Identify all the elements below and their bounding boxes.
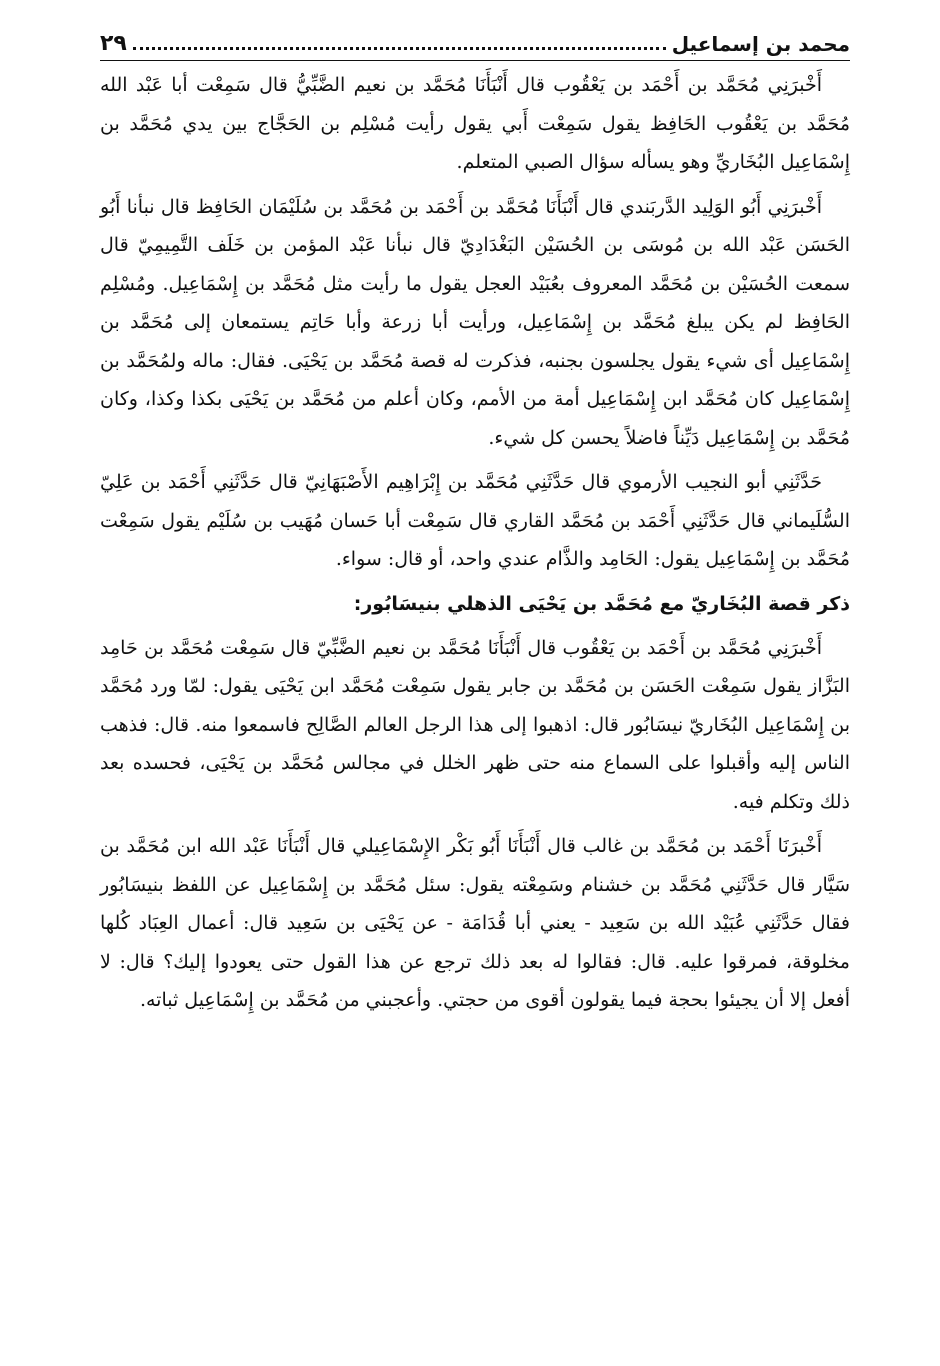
paragraph: أَخْبرَنِي مُحَمَّد بن أَحْمَد بن يَعْقُوب قال أَنْبَأَنَا مُحَمَّد بن نعيم الضَّبِّيّ قال سَمِعْت مُحَمَّد بن حَامِد البَزَّاز يقول سَمِعْت الحَسَن بن مُحَمَّد بن جابر يقول سَمِعْت مُحَمَّد ابن يَحْيَى يقول: لمّا ورد مُحَمَّد بن إِسْمَاعِيل البُخَاريّ نيسَابُور قال: اذهبوا إلى هذا الرجل العالم الصَّالِح فاسمعوا منه. قال: فذهب الناس إليه وأقبلوا على السماع منه حتى ظهر الخلل في مجالس مُحَمَّد بن يَحْيَى، فحسده بعد ذلك وتكلم فيه. — [100, 636, 850, 813]
page-number: ٢٩ — [100, 31, 127, 56]
paragraph: أَخْبرَنِي مُحَمَّد بن أَحْمَد بن يَعْقُوب قال أَنْبَأَنَا مُحَمَّد بن نعيم الضَّبِّيُّ قال سَمِعْت أبا عَبْد الله مُحَمَّد بن يَعْقُوب الحَافِظ يقول سَمِعْت أَبي يقول رأيت مُسْلِم بن الحَجَّاج بين يدي مُحَمَّد بن إِسْمَاعِيل البُخَاريِّ وهو يسأله سؤال الصبي المتعلم. — [100, 74, 850, 173]
paragraph: أَخْبرَنَا أَحْمَد بن مُحَمَّد بن غالب قال أَنْبَأَنَا أَبُو بَكْر الإِسْمَاعِيلي قال أَنْبَأَنَا عَبْد الله ابن مُحَمَّد بن سَيَّار قال حَدَّثَنِي مُحَمَّد بن خشنام وسَمِعْته يقول: سئل مُحَمَّد بن إِسْمَاعِيل عن اللفظ بنيسَابُور فقال حَدَّثَنِي عُبَيْد الله بن سَعِيد - يعني أبا قُدَامَة - عن يَحْيَى بن سَعِيد قال: أعمال العِبَاد كُلها مخلوقة، فمرقوا عليه. قال: فقالوا له بعد ذلك ترجع عن هذا القول حتى يعودوا إليك؟ قال: لا أفعل إلا أن يجيئوا بحجة فيما يقولون أقوى من حجتي. وأعجبني من مُحَمَّد بن إِسْمَاعِيل ثباته. — [100, 835, 850, 1011]
paragraph: أَخْبرَنِي أَبُو الوَلِيد الدَّربَندي قال أَنْبَأَنَا مُحَمَّد بن أَحْمَد بن مُحَمَّد بن سُلَيْمَان الحَافِظ قال نبأنا أَبُو الحَسَن عَبْد الله بن مُوسَى بن الحُسَيْن البَغْدَادِيّ قال نبأنا عَبْد المؤمن بن خَلَف التَّمِيمِيّ قال سمعت الحُسَيْن بن مُحَمَّد المعروف بعُبَيْد العجل يقول ما رأيت مثل مُحَمَّد بن إِسْمَاعِيل. ومُسْلِم الحَافِظ لم يكن يبلغ مُحَمَّد بن إِسْمَاعِيل، ورأيت أبا زرعة وأبا حَاتِم يستمعان إلى مُحَمَّد بن إِسْمَاعِيل أى شيء يقول يجلسون بجنبه، فذكرت له قصة مُحَمَّد بن يَحْيَى. فقال: ماله ولمُحَمَّد بن إِسْمَاعِيل كان مُحَمَّد ابن إِسْمَاعِيل أمة من الأمم، وكان أعلم من مُحَمَّد بن يَحْيَى بكذا وكذا، وكان مُحَمَّد بن إِسْمَاعِيل دَيِّناً فاضلاً يحسن كل شيء. — [100, 195, 850, 449]
page-header — [100, 14, 850, 61]
paragraph: حَدَّثَنِي أبو النجيب الأرموي قال حَدَّثَنِي مُحَمَّد بن إِبْرَاهِيم الأَصْبَهَانِيّ قال حَدَّثَنِي أَحْمَد بن عَلِيّ السُّلَيماني قال حَدَّثَنِي أَحْمَد بن مُحَمَّد القاري قال سَمِعْت أبا حَسان مُهَيب بن سُلَيْم يقول سَمِعْت مُحَمَّد بن إِسْمَاعِيل يقول: الحَامِد والذَّام عندي واحد، أو قال: سواء. — [100, 471, 850, 570]
running-title: محمد بن إسماعيل — [671, 32, 850, 56]
page-body — [100, 66, 850, 1026]
leader-dots — [133, 47, 666, 50]
section-heading: ذكر قصة البُخَاريّ مع مُحَمَّد بن يَحْيَى الذهلي بنيسَابُور: — [353, 592, 850, 615]
